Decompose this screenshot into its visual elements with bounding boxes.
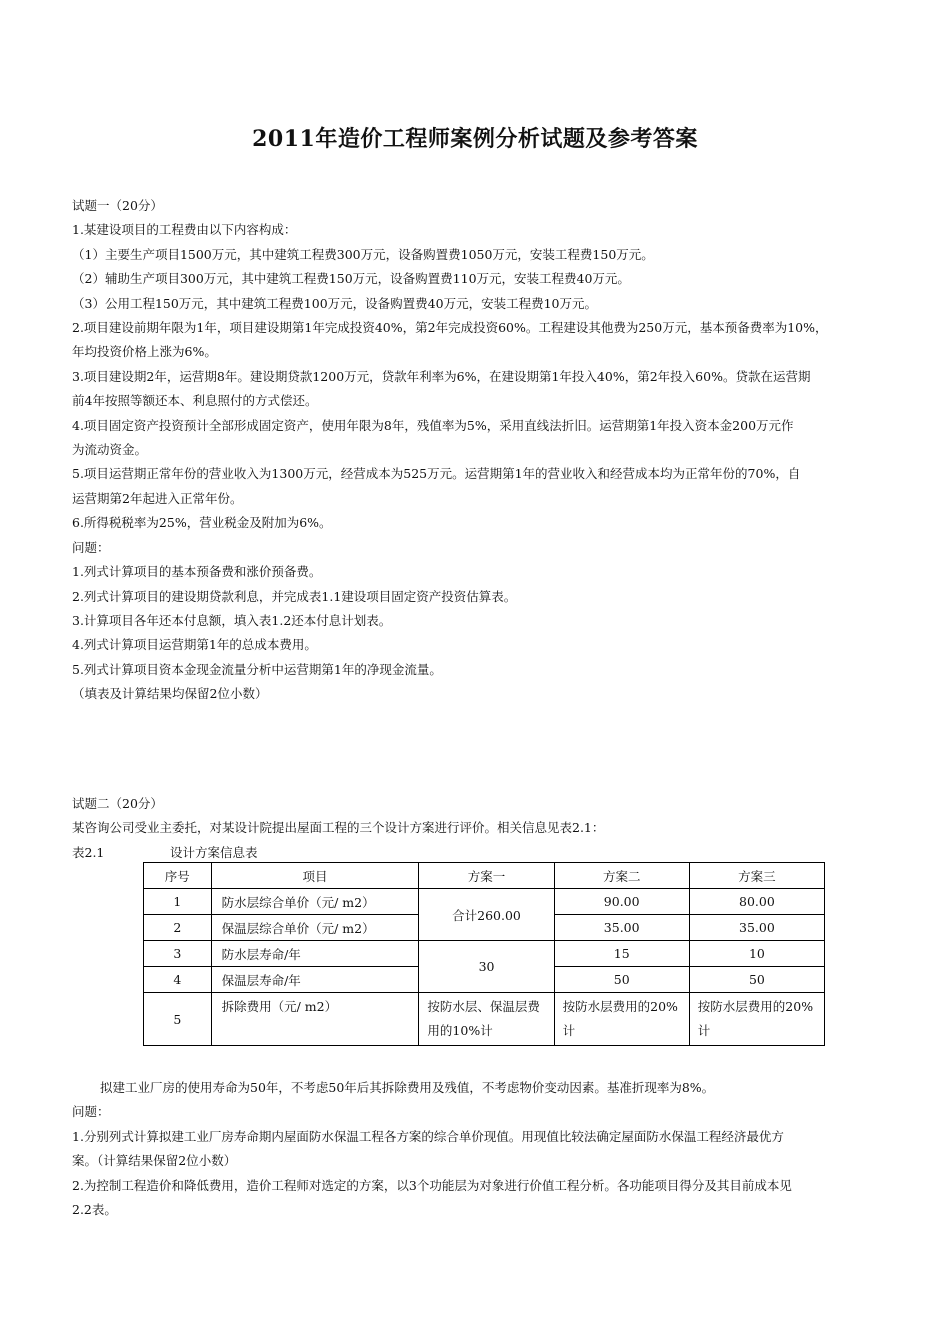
table-row [144, 941, 825, 967]
q2-question: 2.为控制工程造价和降低费用，造价工程师对选定的方案，以3个功能层为对象进行价值工程分析。各功能项目得分及其目前成本见 [72, 1177, 792, 1193]
cell-scheme-2: 15 [554, 941, 689, 967]
q1-line: 1.某建设项目的工程费由以下内容构成： [72, 222, 297, 238]
q1-line: 5.项目运营期正常年份的营业收入为1300万元，经营成本为525万元。运营期第1年的营业收入和经营成本均为正常年份的70%，自 [72, 466, 801, 482]
q1-line: 6.所得税税率为25%，营业税金及附加为6%。 [72, 515, 332, 531]
q2-intro: 某咨询公司受业主委托，对某设计院提出屋面工程的三个设计方案进行评价。相关信息见表2.1： [72, 820, 605, 836]
table-row [144, 889, 825, 915]
header-scheme-1: 方案一 [419, 863, 554, 889]
cell-no: 2 [144, 915, 212, 941]
q1-question: 4.列式计算项目运营期第1年的总成本费用。 [72, 637, 317, 653]
cell-no: 5 [144, 993, 212, 1046]
cell-no: 1 [144, 889, 212, 915]
q1-line: 为流动资金。 [72, 442, 148, 458]
q1-question: 2.列式计算项目的建设期贷款利息，并完成表1.1建设项目固定资产投资估算表。 [72, 588, 517, 604]
q1-note: （填表及计算结果均保留2位小数） [72, 686, 268, 702]
q1-question: 3.计算项目各年还本付息额，填入表1.2还本付息计划表。 [72, 612, 392, 628]
q1-heading: 试题一（20分） [72, 198, 163, 213]
cell-scheme-2: 35.00 [554, 915, 689, 941]
q1-line: 3.项目建设期2年，运营期8年。建设期贷款1200万元，贷款年利率为6%，在建设期第1年投入40%，第2年投入60%。贷款在运营期 [72, 368, 811, 384]
table-header-row [144, 863, 825, 889]
q1-line: （2）辅助生产项目300万元，其中建筑工程费150万元，设备购置费110万元，安装工程费40万元。 [72, 271, 630, 287]
header-no: 序号 [144, 863, 212, 889]
cell-scheme-3: 按防水层费用的20%计 [689, 993, 824, 1046]
q2-heading: 试题二（20分） [72, 796, 163, 811]
page-title: 2011年造价工程师案例分析试题及参考答案 [252, 126, 698, 152]
cell-scheme-3: 35.00 [689, 915, 824, 941]
q1-question: 1.列式计算项目的基本预备费和涨价预备费。 [72, 564, 322, 580]
q1-line: 2.项目建设前期年限为1年，项目建设期第1年完成投资40%，第2年完成投资60%。工程建设其他费为250万元，基本预备费率为10%， [72, 320, 828, 336]
q2-question-label: 问题： [72, 1104, 110, 1120]
q2-paragraph: 拟建工业厂房的使用寿命为50年，不考虑50年后其拆除费用及残值，不考虑物价变动因素。基准折现率为8%。 [100, 1080, 715, 1095]
q1-line: （1）主要生产项目1500万元，其中建筑工程费300万元，设备购置费1050万元，安装工程费150万元。 [72, 246, 654, 262]
q1-line: 年均投资价格上涨为6%。 [72, 344, 217, 360]
cell-scheme-2: 50 [554, 967, 689, 993]
q1-line: 前4年按照等额还本、利息照付的方式偿还。 [72, 393, 318, 409]
cell-item: 防水层寿命/年 [211, 941, 419, 967]
q2-question: 1.分别列式计算拟建工业厂房寿命期内屋面防水保温工程各方案的综合单价现值。用现值比较法确定屋面防水保温工程经济最优方 [72, 1128, 784, 1144]
header-item: 项目 [211, 863, 419, 889]
cell-item: 防水层综合单价（元/ m2） [211, 889, 419, 915]
cell-no: 4 [144, 967, 212, 993]
cell-item: 拆除费用（元/ m2） [211, 993, 419, 1046]
cell-scheme-2: 按防水层费用的20%计 [554, 993, 689, 1046]
q1-line: 4.项目固定资产投资预计全部形成固定资产，使用年限为8年，残值率为5%，采用直线法折旧。运营期第1年投入资本金200万元作 [72, 417, 794, 433]
cell-item: 保温层寿命/年 [211, 967, 419, 993]
header-scheme-2: 方案二 [554, 863, 689, 889]
header-scheme-3: 方案三 [689, 863, 824, 889]
q1-question-label: 问题： [72, 539, 110, 555]
q2-question: 案。（计算结果保留2位小数） [72, 1153, 237, 1169]
design-scheme-table [143, 862, 825, 1046]
cell-scheme-3: 80.00 [689, 889, 824, 915]
question-two-body [72, 1076, 892, 1222]
cell-scheme-1-merged: 合计260.00 [419, 889, 554, 941]
question-two-header [72, 792, 892, 841]
cell-scheme-3: 10 [689, 941, 824, 967]
cell-scheme-1-merged: 30 [419, 941, 554, 993]
cell-scheme-1: 按防水层、保温层费用的10%计 [419, 993, 554, 1046]
cell-no: 3 [144, 941, 212, 967]
q1-line: 运营期第2年起进入正常年份。 [72, 490, 243, 506]
q2-question: 2.2表。 [72, 1202, 117, 1218]
table-label: 表2.1 [72, 845, 105, 860]
question-one-section [72, 194, 892, 707]
q1-question: 5.列式计算项目资本金现金流量分析中运营期第1年的净现金流量。 [72, 661, 442, 677]
cell-scheme-3: 50 [689, 967, 824, 993]
table-title: 设计方案信息表 [170, 845, 258, 860]
q1-line: （3）公用工程150万元，其中建筑工程费100万元，设备购置费40万元，安装工程费10万元。 [72, 295, 597, 311]
table-row [144, 993, 825, 1046]
cell-scheme-2: 90.00 [554, 889, 689, 915]
cell-item: 保温层综合单价（元/ m2） [211, 915, 419, 941]
